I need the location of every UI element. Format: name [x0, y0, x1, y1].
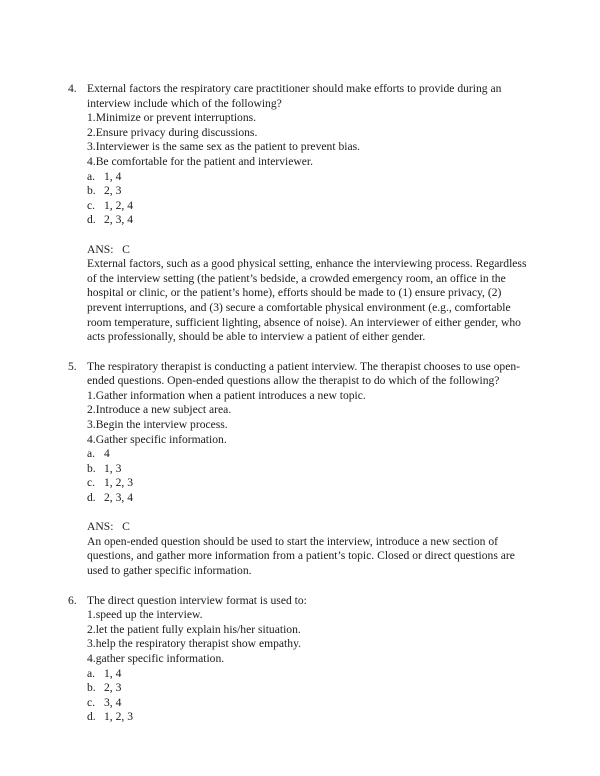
numbered-option-text: let the patient fully explain his/her situation.: [95, 622, 301, 636]
numbered-option-text: Ensure privacy during discussions.: [95, 125, 258, 139]
numbered-options-list: [87, 608, 530, 666]
numbered-option: [87, 111, 530, 126]
question-stem: The respiratory therapist is conducting a patient interview. The therapist chooses to use open-ended questions. Open-ended questions allow the therapist to do which of the following?: [87, 359, 521, 388]
answer-choice-text: 1, 3: [104, 461, 122, 475]
numbered-option-text: Begin the interview process.: [95, 418, 228, 432]
numbered-option-marker: 4.: [87, 154, 96, 168]
answer-choice: [87, 447, 530, 462]
question-body: [87, 360, 530, 579]
answer-choice-letter: b.: [87, 184, 96, 198]
answer-choice-list: [87, 170, 530, 228]
answer-choice: [87, 462, 530, 477]
numbered-option: [87, 155, 530, 170]
question-block: [68, 594, 530, 725]
question-block: [68, 82, 530, 345]
answer-choice-text: 1, 2, 3: [104, 710, 133, 724]
rationale-text: External factors, such as a good physical setting, enhance the interviewing process. Regardless of the interview setting (the patient’s bedside, a crowded emergency room, an office in the hospital or clinic, or the patient’s home), efforts should be made to (1) ensure privacy, (2) prevent interruptions, and (3) secure a comfortable physical environment (e.g., comfortable room temperature, sufficient lighting, absence of noise). An interviewer of either gender, who acts professionally, should be able to interview a patient of either gender.: [87, 257, 527, 344]
answer-choice-text: 1, 2, 4: [104, 198, 133, 212]
rationale-text: An open-ended question should be used to start the interview, introduce a new section of questions, and gather more information from a patient’s topic. Closed or direct questions are used to gather specific information.: [87, 534, 515, 577]
answer-choice-text: 2, 3, 4: [104, 491, 133, 505]
numbered-option-marker: 3.: [87, 637, 96, 651]
answer-choice-letter: d.: [87, 491, 96, 505]
numbered-option-text: Minimize or prevent interruptions.: [95, 111, 257, 125]
document-content: [68, 82, 530, 740]
numbered-option-text: Gather information when a patient introduces a new topic.: [95, 388, 366, 402]
answer-choice-letter: c.: [87, 695, 96, 709]
answer-choice-text: 2, 3: [104, 184, 122, 198]
question-row: [68, 594, 530, 725]
numbered-option-marker: 3.: [87, 418, 96, 432]
numbered-option-marker: 3.: [87, 140, 96, 154]
answer-choice: [87, 710, 530, 725]
numbered-option-marker: 1.: [87, 388, 96, 402]
answer-choice: [87, 681, 530, 696]
answer-choice-text: 2, 3: [104, 681, 122, 695]
answer-choice-letter: a.: [87, 169, 96, 183]
answer-choice-text: 1, 4: [104, 666, 122, 680]
numbered-option: [87, 403, 530, 418]
question-block: [68, 360, 530, 579]
numbered-option-text: help the respiratory therapist show empathy.: [95, 637, 302, 651]
answer-choice-letter: b.: [87, 461, 96, 475]
answer-choice-text: 1, 2, 3: [104, 476, 133, 490]
answer-choice-letter: c.: [87, 476, 96, 490]
answer-choice-letter: a.: [87, 666, 96, 680]
answer-block: [87, 243, 530, 345]
question-row: [68, 360, 530, 579]
numbered-option-marker: 1.: [87, 111, 96, 125]
answer-choice-letter: b.: [87, 681, 96, 695]
answer-choice: [87, 213, 530, 228]
numbered-option: [87, 140, 530, 155]
question-body: [87, 594, 530, 725]
answer-choice: [87, 667, 530, 682]
answer-choice-list: [87, 667, 530, 725]
numbered-option-text: Gather specific information.: [95, 432, 227, 446]
numbered-option: [87, 623, 530, 638]
numbered-option: [87, 433, 530, 448]
numbered-option-text: Be comfortable for the patient and interviewer.: [95, 154, 314, 168]
question-number: 6.: [68, 593, 77, 607]
numbered-option: [87, 637, 530, 652]
question-number: 5.: [68, 359, 77, 373]
numbered-option-marker: 4.: [87, 432, 96, 446]
numbered-option-marker: 1.: [87, 608, 96, 622]
answer-choice-text: 4: [104, 447, 110, 461]
question-stem: External factors the respiratory care practitioner should make efforts to provide during an interview include which of the following?: [87, 82, 502, 110]
answer-choice: [87, 199, 530, 214]
numbered-option-text: Interviewer is the same sex as the patient to prevent bias.: [95, 140, 361, 154]
numbered-option: [87, 652, 530, 667]
question-stem: The direct question interview format is used to:: [87, 593, 307, 607]
answer-choice-text: 2, 3, 4: [104, 213, 133, 227]
answer-choice-list: [87, 447, 530, 505]
question-body: [87, 82, 530, 345]
numbered-option: [87, 126, 530, 141]
question-row: [68, 82, 530, 345]
answer-line: ANS: C: [87, 520, 130, 534]
answer-choice-text: 3, 4: [104, 695, 122, 709]
numbered-options-list: [87, 389, 530, 447]
answer-choice-letter: c.: [87, 198, 96, 212]
answer-choice: [87, 696, 530, 711]
answer-block: [87, 520, 530, 578]
answer-choice: [87, 476, 530, 491]
numbered-option-marker: 2.: [87, 403, 96, 417]
numbered-option-marker: 2.: [87, 125, 96, 139]
answer-choice: [87, 170, 530, 185]
numbered-options-list: [87, 111, 530, 169]
answer-line: ANS: C: [87, 242, 130, 256]
numbered-option-text: gather specific information.: [95, 651, 225, 665]
numbered-option: [87, 608, 530, 623]
numbered-option: [87, 389, 530, 404]
answer-choice-letter: d.: [87, 710, 96, 724]
answer-choice-letter: a.: [87, 447, 96, 461]
answer-choice: [87, 491, 530, 506]
numbered-option-text: speed up the interview.: [95, 608, 203, 622]
answer-choice-letter: d.: [87, 213, 96, 227]
numbered-option-marker: 2.: [87, 622, 96, 636]
numbered-option: [87, 418, 530, 433]
answer-choice: [87, 184, 530, 199]
answer-choice-text: 1, 4: [104, 169, 122, 183]
numbered-option-marker: 4.: [87, 651, 96, 665]
question-number: 4.: [68, 82, 77, 95]
numbered-option-text: Introduce a new subject area.: [95, 403, 232, 417]
